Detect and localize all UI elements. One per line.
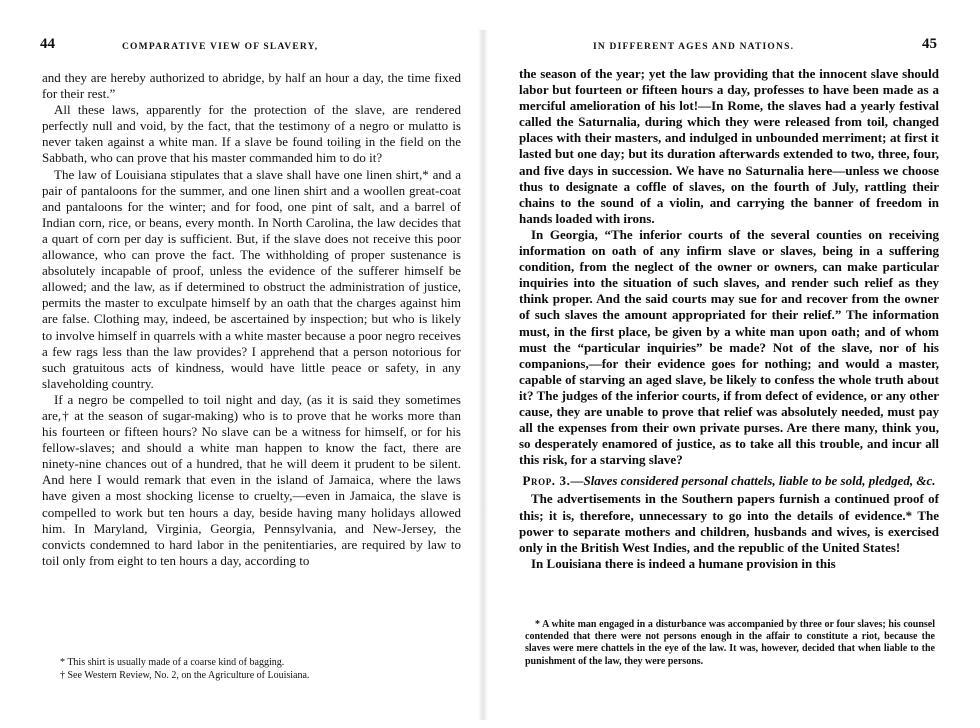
right-page-number: 45 [922, 36, 937, 52]
right-paragraph: In Louisiana there is indeed a humane provision in this [531, 555, 836, 571]
footnote: * A white man engaged in a disturbance was accompanied by three or four slaves; his counsel contended that there were not persons enough in the affair to constitute a riot, because the slaves were mere chattels in the eye of the law. It was, however, decided that when liable to the punishment of the law, they were persons. [525, 619, 935, 667]
right-paragraph: In Georgia, “The inferior courts of the several counties on receiving information on oath of any infirm slave or slaves, being in a suffering condition, from the neglect of the owner or owners, can make particular inquiries into the situation of such slaves, and render such relief as they think proper. And the said courts may sue for and recover from the owner of such slaves the amount appropriated for their relief.” The information must, in the first place, be given by a white man upon oath; and of whom must the “particular inquiries” be made? Not of the slave, nor of his companions,—for their evidence goes for nothing; and would a master, capable of starving an aged slave, be likely to confess the whole truth about it? The judges of the inferior courts, if from defect of evidence, or any other cause, they are unable to prove that relief was absolutely needed, must pay all the expenses from their own private purses. Are there many, think you, so desperately enamored of justice, as to take all this trouble, and incur all this risk, for a starving slave? [519, 226, 939, 468]
left-paragraph: and they are hereby authorized to abridge, by half an hour a day, the time fixed for their rest.” [42, 70, 461, 102]
right-paragraph: the season of the year; yet the law providing that the innocent slave should labor but fourteen or fifteen hours a day, professes to have been made as a merciful amelioration of his lot!—In Rome, the slaves had a yearly festival called the Saturnalia, during which they were released from toil, changed places with their masters, and indulged in unbounded merriment; at first it lasted but one day; but its duration afterwards extended to two, three, four, and five days in succession. We have no Saturnalia here—unless we choose thus to designate a coffle of slaves, on the fourth of July, rattling their chains to the sound of a violin, and carrying the banner of freedom in hands loaded with irons. [519, 66, 939, 226]
left-page-number: 44 [40, 36, 55, 52]
left-page-header [20, 36, 465, 60]
left-paragraph: The law of Louisiana stipulates that a slave shall have one linen shirt,* and a pair of pantaloons for the summer, and one linen shirt and a woollen great-coat and pantaloons for the winter; and for food, one pint of salt, and a barrel of Indian corn, rice, or beans, every month. In North Carolina, the law decides that a quart of corn per day is sufficient. But, if the slave does not receive this poor allowance, who can prove the fact. The withholding of proper sustenance is absolutely incapable of proof, unless the evidence of the sufferer himself be allowed; and the law, as if determined to obstruct the administration of justice, permits the master to exculpate himself by an oath that the charges against him are false. Clothing may, indeed, be ascertained by inspection; but who is likely to involve himself in quarrels with a white master because a poor negro receives a few rags less than the law provides? I apprehend that a person notorious for such gratuitous acts of kindness, would have little peace or safety, in any slaveholding country. [42, 166, 461, 391]
right-page [505, 0, 945, 728]
footnote: † See Western Review, No. 2, on the Agriculture of Louisiana. [60, 669, 310, 681]
proposition-heading [519, 473, 939, 489]
footnote: * This shirt is usually made of a coarse kind of bagging. [60, 657, 285, 668]
left-running-title: COMPARATIVE VIEW OF SLAVERY, [122, 42, 319, 52]
right-running-title: IN DIFFERENT AGES AND NATIONS. [593, 42, 795, 52]
left-paragraph: If a negro be compelled to toil night and day, (as it is said they sometimes are,† at the season of sugar-making) who is to prove that he works more than his fourteen or fifteen hours? No slave can be a witness for himself, or for his fellow-slaves; and should a white man happen to know the fact, there are ninety-nine chances out of a hundred, that he will deem it prudent to be silent. And here I would remark that even in the island of Jamaica, where the laws have given a most shocking license to cruelty,—even in Jamaica, the slave is compelled to work but ten hours a day, beside having many holidays allowed him. In Maryland, Virginia, Georgia, Pennsylvania, and New-Jersey, the convicts condemned to hard labor in the penitentiaries, are required by law to toil only from eight to ten hours a day, according to [42, 391, 461, 568]
left-page-body [42, 70, 461, 569]
proposition-label: Prop. 3. [522, 473, 571, 489]
page-gutter [478, 30, 488, 720]
right-page-header [505, 36, 945, 60]
right-footnotes [525, 619, 935, 668]
left-page [20, 0, 465, 728]
left-footnotes [60, 657, 461, 682]
right-page-body [519, 66, 939, 572]
left-paragraph: All these laws, apparently for the protection of the slave, are rendered perfectly null and void, by the fact, that the testimony of a negro or mulatto is never taken against a white man. If a slave be found toiling in the field on the Sabbath, who can prove that his master commanded him to do it? [42, 102, 461, 166]
right-paragraph: The advertisements in the Southern papers furnish a continued proof of this; it is, therefore, unnecessary to go into the details of evidence.* The power to separate mothers and children, husbands and wives, is exercised only in the British West Indies, and the republic of the United States! [519, 491, 939, 555]
proposition-title: —Slaves considered personal chattels, liable to be sold, pledged, &c. [570, 473, 936, 489]
